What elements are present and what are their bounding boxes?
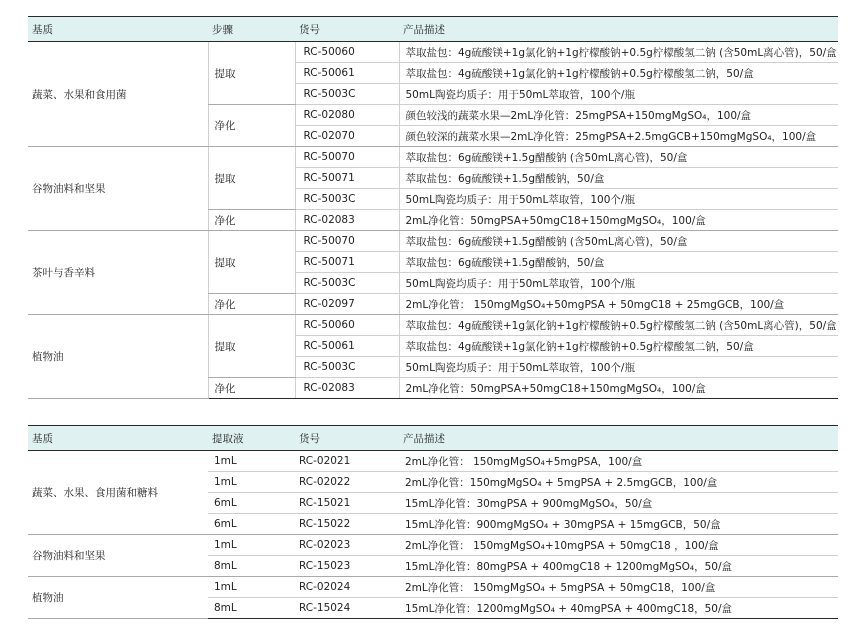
header-matrix: 基质	[28, 426, 208, 451]
product-description: 萃取盐包：4g硫酸镁+1g氯化钠+1g柠檬酸钠+0.5g柠檬酸氢二钠，50/盒	[399, 63, 838, 84]
matrix-cell: 植物油	[28, 315, 208, 399]
matrix-cell: 蔬菜、水果、食用菌和糖料	[28, 451, 208, 535]
header-description: 产品描述	[399, 426, 838, 451]
product-description: 15mL净化管：900mgMgSO₄ + 30mgPSA + 15mgGCB，50/盒	[399, 514, 838, 535]
matrix-cell: 谷物油料和坚果	[28, 147, 208, 231]
step-cell: 提取	[208, 231, 295, 294]
header-code: 货号	[295, 17, 399, 42]
matrix-cell: 谷物油料和坚果	[28, 535, 208, 577]
product-code: RC-50061	[295, 63, 399, 84]
product-description: 50mL陶瓷均质子：用于50mL萃取管，100个/瓶	[399, 189, 838, 210]
product-description: 2mL净化管： 150mgMgSO₄+10mgPSA + 50mgC18 ，100/盒	[399, 535, 838, 556]
product-code: RC-5003C	[295, 189, 399, 210]
extract-volume: 1mL	[208, 535, 295, 556]
table-header-row	[28, 426, 838, 451]
matrix-cell: 植物油	[28, 577, 208, 619]
product-code: RC-50060	[295, 42, 399, 63]
product-description: 50mL陶瓷均质子：用于50mL萃取管，100个/瓶	[399, 84, 838, 105]
matrix-cell: 蔬菜、水果和食用菌	[28, 42, 208, 147]
product-description: 萃取盐包：6g硫酸镁+1.5g醋酸钠，50/盒	[399, 168, 838, 189]
step-cell: 净化	[208, 294, 295, 315]
product-code: RC-15021	[295, 493, 399, 514]
product-table-by-step	[28, 16, 838, 399]
header-extract-volume: 提取液	[208, 426, 295, 451]
product-code: RC-15022	[295, 514, 399, 535]
product-code: RC-02022	[295, 472, 399, 493]
table-row	[28, 231, 838, 252]
product-code: RC-02083	[295, 210, 399, 231]
table-row	[28, 535, 838, 556]
product-code: RC-02021	[295, 451, 399, 472]
product-code: RC-02070	[295, 126, 399, 147]
extract-volume: 6mL	[208, 514, 295, 535]
product-description: 15mL净化管：80mgPSA + 400mgC18 + 1200mgMgSO₄，50/盒	[399, 556, 838, 577]
product-code: RC-5003C	[295, 357, 399, 378]
product-description: 颜色较深的蔬菜水果—2mL净化管：25mgPSA+2.5mgGCB+150mgMgSO₄，100/盒	[399, 126, 838, 147]
table-row	[28, 577, 838, 598]
header-description: 产品描述	[399, 17, 838, 42]
product-description: 2mL净化管： 150mgMgSO₄+5mgPSA，100/盒	[399, 451, 838, 472]
step-cell: 净化	[208, 105, 295, 147]
extract-volume: 8mL	[208, 598, 295, 619]
header-matrix: 基质	[28, 17, 208, 42]
product-code: RC-02083	[295, 378, 399, 399]
extract-volume: 1mL	[208, 577, 295, 598]
product-description: 50mL陶瓷均质子：用于50mL萃取管，100个/瓶	[399, 273, 838, 294]
product-code: RC-50071	[295, 252, 399, 273]
table-row	[28, 42, 838, 63]
matrix-cell: 茶叶与香辛料	[28, 231, 208, 315]
product-code: RC-15023	[295, 556, 399, 577]
step-cell: 净化	[208, 210, 295, 231]
product-description: 2mL净化管：50mgPSA+50mgC18+150mgMgSO₄，100/盒	[399, 378, 838, 399]
table-row	[28, 147, 838, 168]
product-description: 15mL净化管：30mgPSA + 900mgMgSO₄，50/盒	[399, 493, 838, 514]
product-code: RC-5003C	[295, 84, 399, 105]
extract-volume: 1mL	[208, 451, 295, 472]
product-description: 2mL净化管： 150mgMgSO₄+50mgPSA + 50mgC18 + 25mgGCB，100/盒	[399, 294, 838, 315]
product-description: 萃取盐包：6g硫酸镁+1.5g醋酸钠 (含50mL离心管)，50/盒	[399, 231, 838, 252]
table-header-row	[28, 17, 838, 42]
step-cell: 净化	[208, 378, 295, 399]
product-description: 2mL净化管： 150mgMgSO₄ + 5mgPSA + 50mgC18，100/盒	[399, 577, 838, 598]
header-code: 货号	[295, 426, 399, 451]
step-cell: 提取	[208, 315, 295, 378]
table-row	[28, 315, 838, 336]
product-description: 萃取盐包：6g硫酸镁+1.5g醋酸钠 (含50mL离心管)，50/盒	[399, 147, 838, 168]
table-row	[28, 451, 838, 472]
product-code: RC-02097	[295, 294, 399, 315]
step-cell: 提取	[208, 42, 295, 105]
product-code: RC-02024	[295, 577, 399, 598]
product-description: 2mL净化管：150mgMgSO₄ + 5mgPSA + 2.5mgGCB，100/盒	[399, 472, 838, 493]
product-code: RC-50071	[295, 168, 399, 189]
product-code: RC-02023	[295, 535, 399, 556]
product-description: 萃取盐包：4g硫酸镁+1g氯化钠+1g柠檬酸钠+0.5g柠檬酸氢二钠 (含50mL离心管)，50/盒	[399, 42, 838, 63]
product-code: RC-50060	[295, 315, 399, 336]
product-code: RC-50070	[295, 147, 399, 168]
header-step: 步骤	[208, 17, 295, 42]
product-description: 萃取盐包：4g硫酸镁+1g氯化钠+1g柠檬酸钠+0.5g柠檬酸氢二钠，50/盒	[399, 336, 838, 357]
step-cell: 提取	[208, 147, 295, 210]
product-code: RC-02080	[295, 105, 399, 126]
product-description: 2mL净化管：50mgPSA+50mgC18+150mgMgSO₄，100/盒	[399, 210, 838, 231]
product-table-by-extract-volume	[28, 425, 838, 619]
product-code: RC-50070	[295, 231, 399, 252]
product-code: RC-50061	[295, 336, 399, 357]
product-description: 50mL陶瓷均质子：用于50mL萃取管，100个/瓶	[399, 357, 838, 378]
product-description: 萃取盐包：4g硫酸镁+1g氯化钠+1g柠檬酸钠+0.5g柠檬酸氢二钠 (含50mL离心管)，50/盒	[399, 315, 838, 336]
product-code: RC-15024	[295, 598, 399, 619]
extract-volume: 8mL	[208, 556, 295, 577]
product-code: RC-5003C	[295, 273, 399, 294]
product-description: 萃取盐包：6g硫酸镁+1.5g醋酸钠，50/盒	[399, 252, 838, 273]
product-description: 15mL净化管：1200mgMgSO₄ + 40mgPSA + 400mgC18，50/盒	[399, 598, 838, 619]
extract-volume: 1mL	[208, 472, 295, 493]
product-description: 颜色较浅的蔬菜水果—2mL净化管：25mgPSA+150mgMgSO₄，100/盒	[399, 105, 838, 126]
extract-volume: 6mL	[208, 493, 295, 514]
